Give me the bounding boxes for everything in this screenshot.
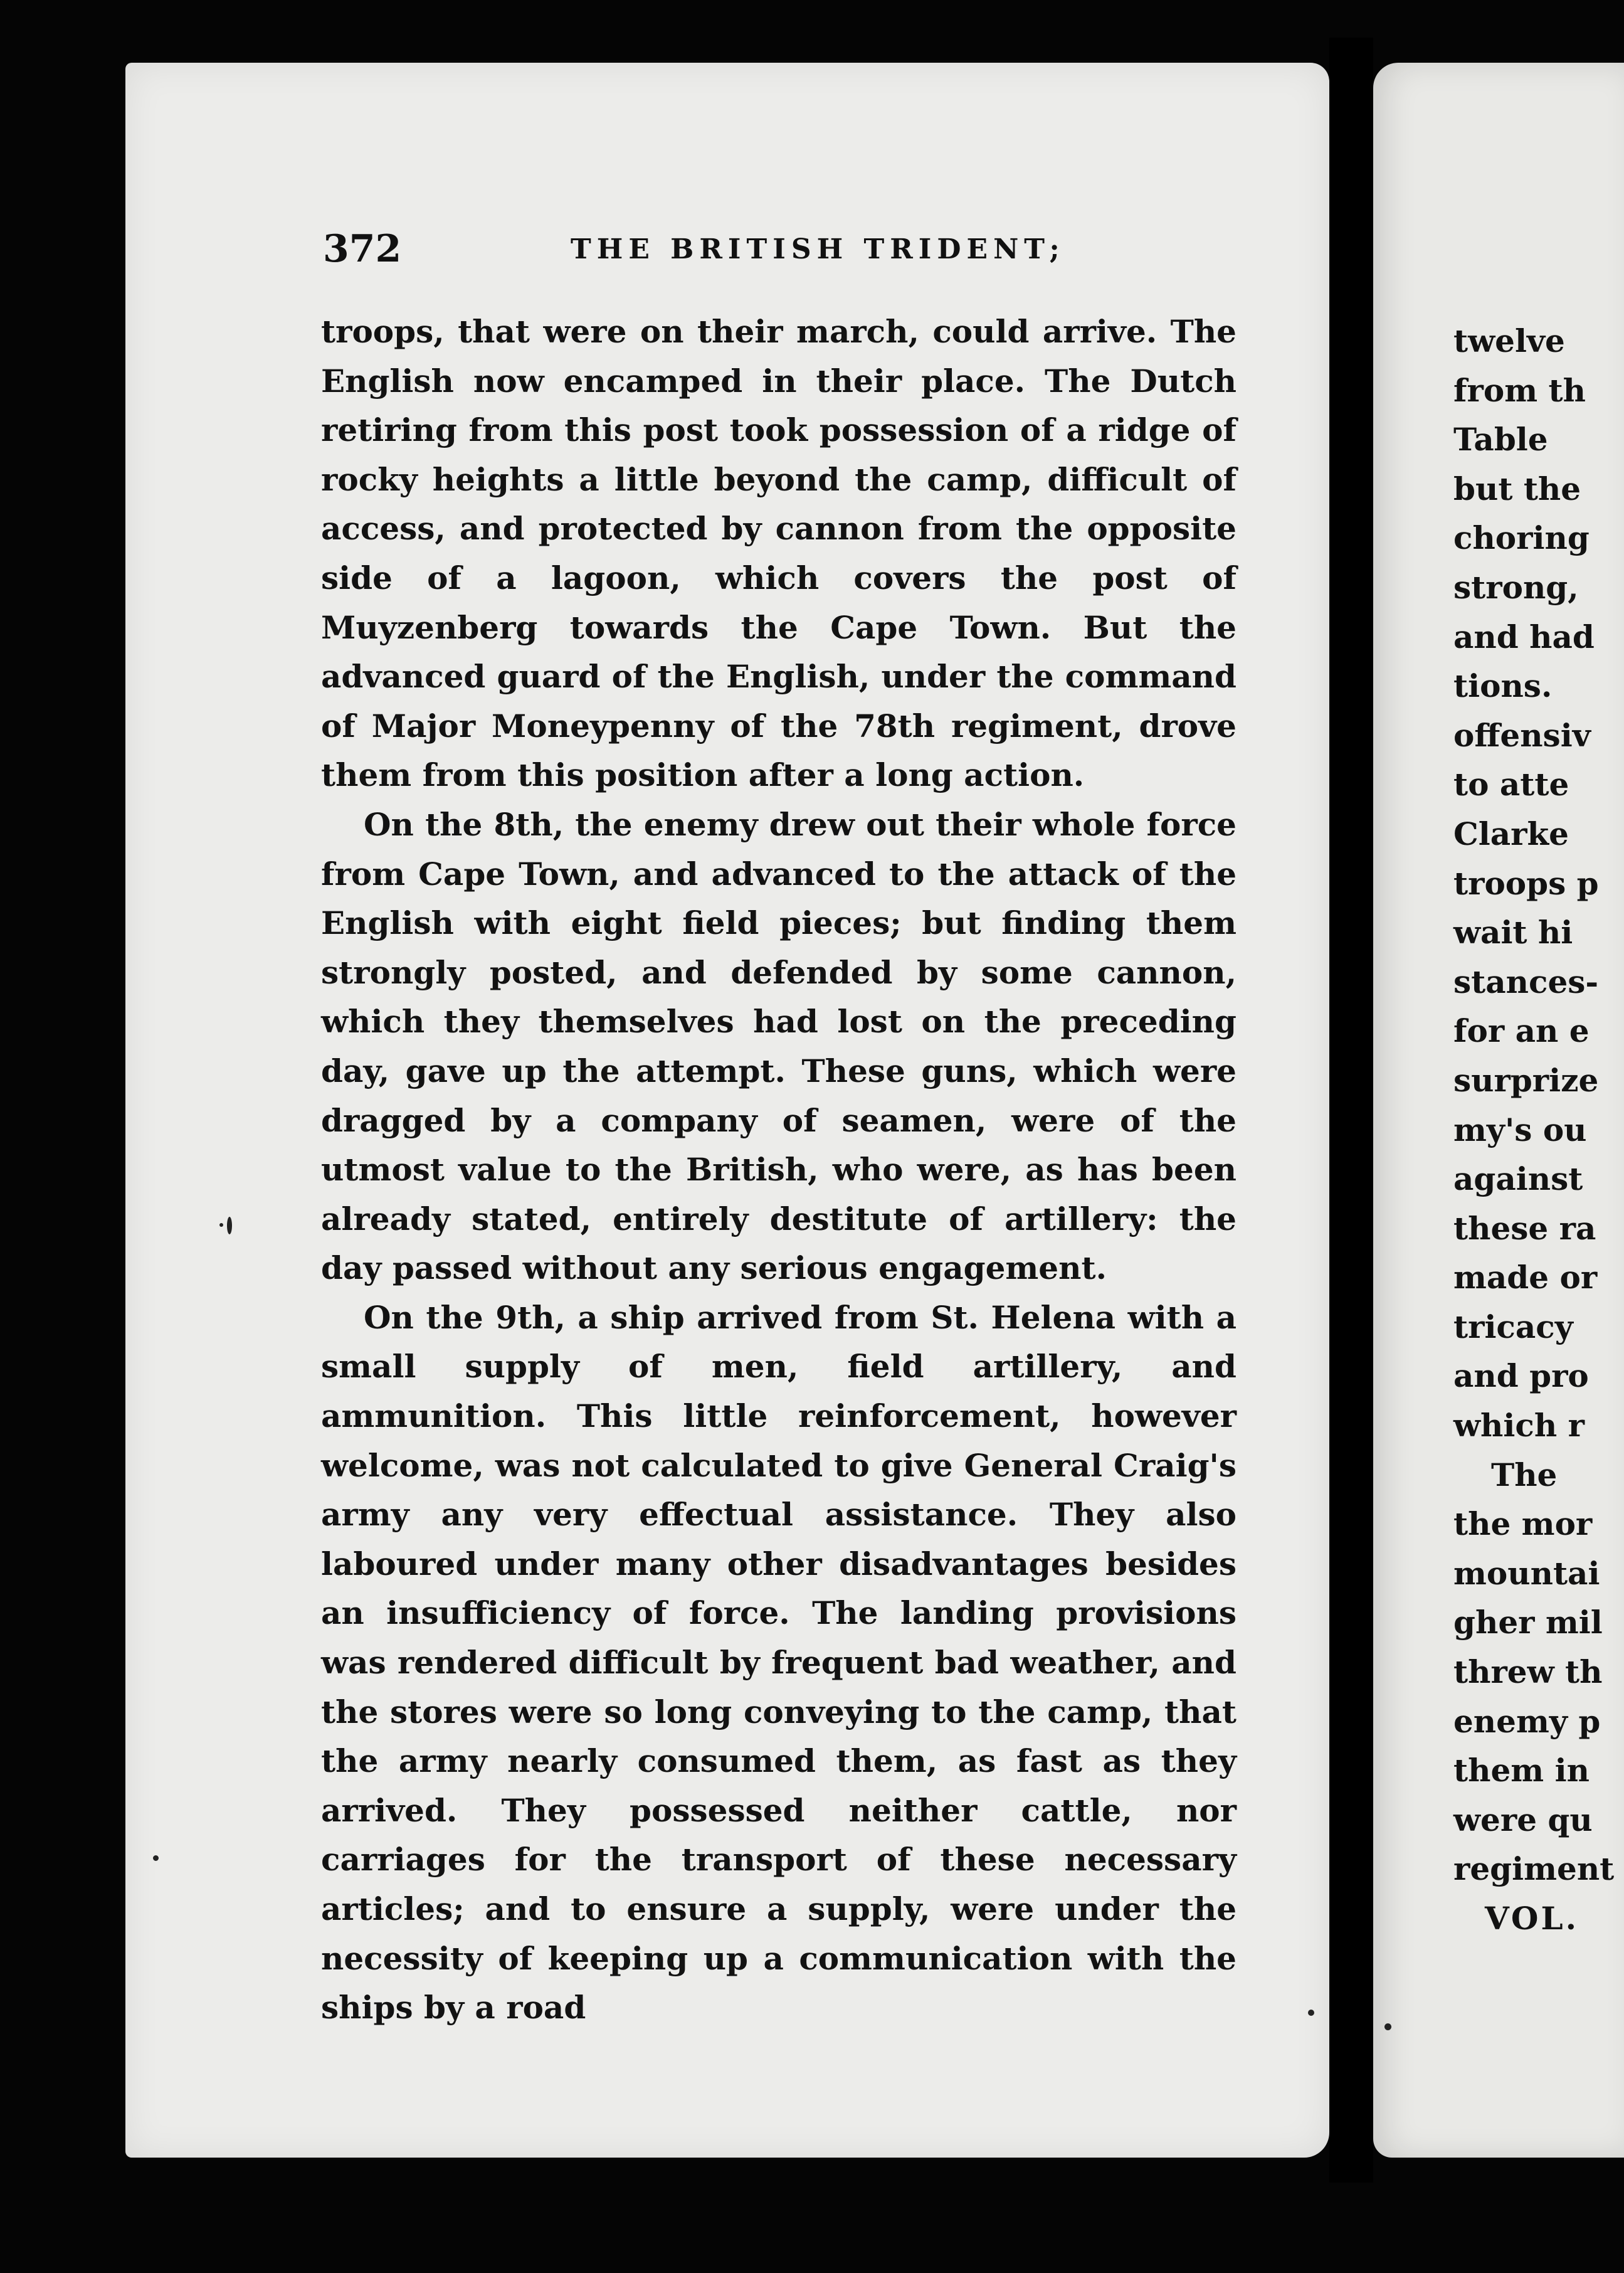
right-line: for an e — [1453, 1012, 1590, 1050]
right-line: the mor — [1453, 1505, 1593, 1543]
right-line: The — [1491, 1456, 1558, 1493]
right-line: Clarke — [1453, 815, 1569, 852]
book-gutter — [1329, 38, 1373, 2183]
right-line: enemy p — [1453, 1702, 1601, 1740]
page-number: 372 — [323, 227, 402, 271]
right-line: from th — [1453, 371, 1586, 409]
right-line: troops p — [1453, 864, 1599, 902]
body-text — [321, 307, 1236, 2033]
right-line: but the — [1453, 470, 1581, 507]
right-line: regiment — [1453, 1850, 1615, 1888]
right-line: which r — [1453, 1407, 1584, 1444]
right-line: were qu — [1453, 1801, 1593, 1838]
ink-speck — [227, 1217, 232, 1234]
paragraph-3: On the 9th, a ship arrived from St. Helena with a small supply of men, field artillery, and ammunition. This little reinforcement, however welcome, was not calculated to give General Craig's army any very effectual assistance. They also laboured under many other disadvantages besides an insufficiency of force. The landing provisions was rendered difficult by frequent bad weather, and the stores were so long conveying to the camp, that the army nearly consumed them, as fast as they arrived. They possessed neither cattle, nor carriages for the transport of these necessary articles; and to ensure a supply, were under the necessity of keeping up a communication with the ships by a road — [321, 1298, 1236, 2027]
running-head — [323, 227, 1251, 277]
right-line: mountai — [1453, 1554, 1600, 1592]
right-line: these ra — [1453, 1209, 1596, 1247]
right-line: to atte — [1453, 766, 1569, 803]
right-line: tions. — [1453, 667, 1553, 705]
right-line: and had — [1453, 618, 1595, 655]
right-line: twelve — [1453, 322, 1565, 359]
ink-speck — [1384, 2023, 1391, 2030]
right-line: them in — [1453, 1752, 1590, 1789]
ink-speck — [1308, 2010, 1314, 2016]
running-title: THE BRITISH TRIDENT; — [571, 233, 1065, 265]
right-line: surprize — [1453, 1061, 1599, 1099]
paragraph-1: troops, that were on their march, could arrive. The English now encamped in their place. The Dutch retiring from this post took possession of a ridge of rocky heights a little beyond the camp, difficult of access, and protected by cannon from the opposite side of a lagoon, which covers the post of Muyzenberg towards the Cape Town. But the advanced guard of the English, under the command of Major Moneypenny of the 78th regiment, drove them from this position after a long action. — [321, 313, 1236, 794]
right-line: stances- — [1453, 963, 1599, 1000]
right-line: and pro — [1453, 1357, 1589, 1395]
right-line: threw th — [1453, 1653, 1603, 1691]
right-line: my's ou — [1453, 1111, 1587, 1148]
right-line: gher mil — [1453, 1604, 1603, 1641]
right-line: made or — [1453, 1259, 1598, 1296]
right-line: Table — [1453, 421, 1548, 458]
right-line: tricacy — [1453, 1308, 1573, 1345]
right-line: strong, — [1453, 568, 1579, 606]
right-line: offensiv — [1453, 716, 1591, 754]
right-line: wait hi — [1453, 914, 1573, 951]
right-line-signature: VOL. — [1485, 1900, 1579, 1937]
ink-speck — [219, 1223, 223, 1227]
paragraph-2: On the 8th, the enemy drew out their whole force from Cape Town, and advanced to the attack of the English with eight field pieces; but finding them strongly posted, and defended by some cannon, which they themselves had lost on the preceding day, gave up the attempt. These guns, which were dragged by a company of seamen, were of the utmost value to the British, who were, as has been already stated, entirely destitute of artillery: the day passed without any serious engagement. — [321, 805, 1236, 1287]
right-line: choring — [1453, 519, 1590, 557]
right-page-text-fragments — [1453, 317, 1614, 1944]
right-line: against — [1453, 1160, 1583, 1198]
ink-speck — [153, 1855, 159, 1861]
